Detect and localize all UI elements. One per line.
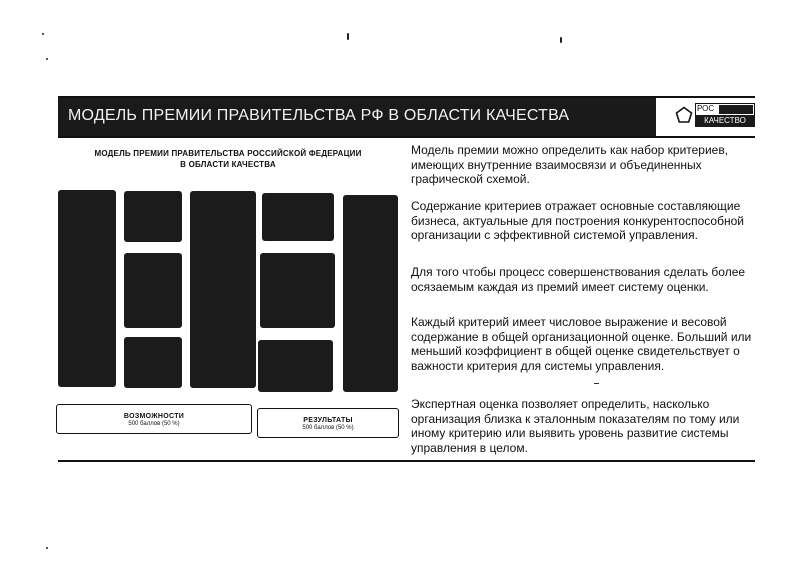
criterion-block [262,193,334,241]
opportunities-points: 500 баллов (50 %) [128,421,180,427]
scan-speck [42,33,44,35]
scan-speck [46,547,48,549]
criterion-block [58,190,116,387]
paragraph-3: Для того чтобы процесс совершенствования сделать более осязаемым каждая из премий имеет систему оценки. [411,265,746,294]
roskachestvo-logo [675,103,755,127]
header-bar [58,96,755,138]
criterion-block [124,191,182,242]
paragraph-2: Содержание критериев отражает основные составляющие бизнеса, актуальные для построения конкурентоспособной организации с эффективной системой управления. [411,199,744,242]
criterion-block [343,195,398,392]
results-points: 500 баллов (50 %) [302,425,354,431]
criterion-block [124,337,182,388]
bottom-rule [58,460,755,462]
title-band [58,98,656,136]
scan-speck [46,58,48,60]
model-title-line2: В ОБЛАСТИ КАЧЕСТВА [180,160,276,169]
criterion-block [124,253,182,328]
logo-bottom-text: КАЧЕСТВО [695,115,755,127]
paragraph-5: Экспертная оценка позволяет определить, насколько организация близка к эталонным показателям по тому или иному критерию или выявить уровень развитие системы управления в целом. [411,397,740,455]
results-label: РЕЗУЛЬТАТЫ [303,417,353,424]
criterion-block [260,253,335,328]
page-title: МОДЕЛЬ ПРЕМИИ ПРАВИТЕЛЬСТВА РФ В ОБЛАСТИ КАЧЕСТВА [68,107,570,124]
pentagon-icon [675,106,693,124]
scan-speck [347,33,349,40]
criterion-block [190,191,256,388]
opportunities-label: ВОЗМОЖНОСТИ [123,413,185,420]
logo-top-text: РОС [697,104,715,113]
model-title-line1: МОДЕЛЬ ПРЕМИИ ПРАВИТЕЛЬСТВА РОССИЙСКОЙ ФЕДЕРАЦИИ [94,149,362,158]
paragraph-4: Каждый критерий имеет числовое выражение и весовой содержание в общей организационной оценке. Больший или меньший коэффициент в общей оценке свидетельствует о важности критерия для системы управления. [411,315,752,373]
results-box [257,408,399,438]
criterion-block [258,340,333,392]
scan-mark [594,383,599,384]
opportunities-box [56,404,252,434]
logo-top-fill [719,105,753,114]
model-title [58,148,398,170]
paragraph-1: Модель премии можно определить как набор критериев, имеющих внутренние взаимосвязи и объединенных графической схемой. [411,143,729,186]
scan-speck [560,37,562,43]
